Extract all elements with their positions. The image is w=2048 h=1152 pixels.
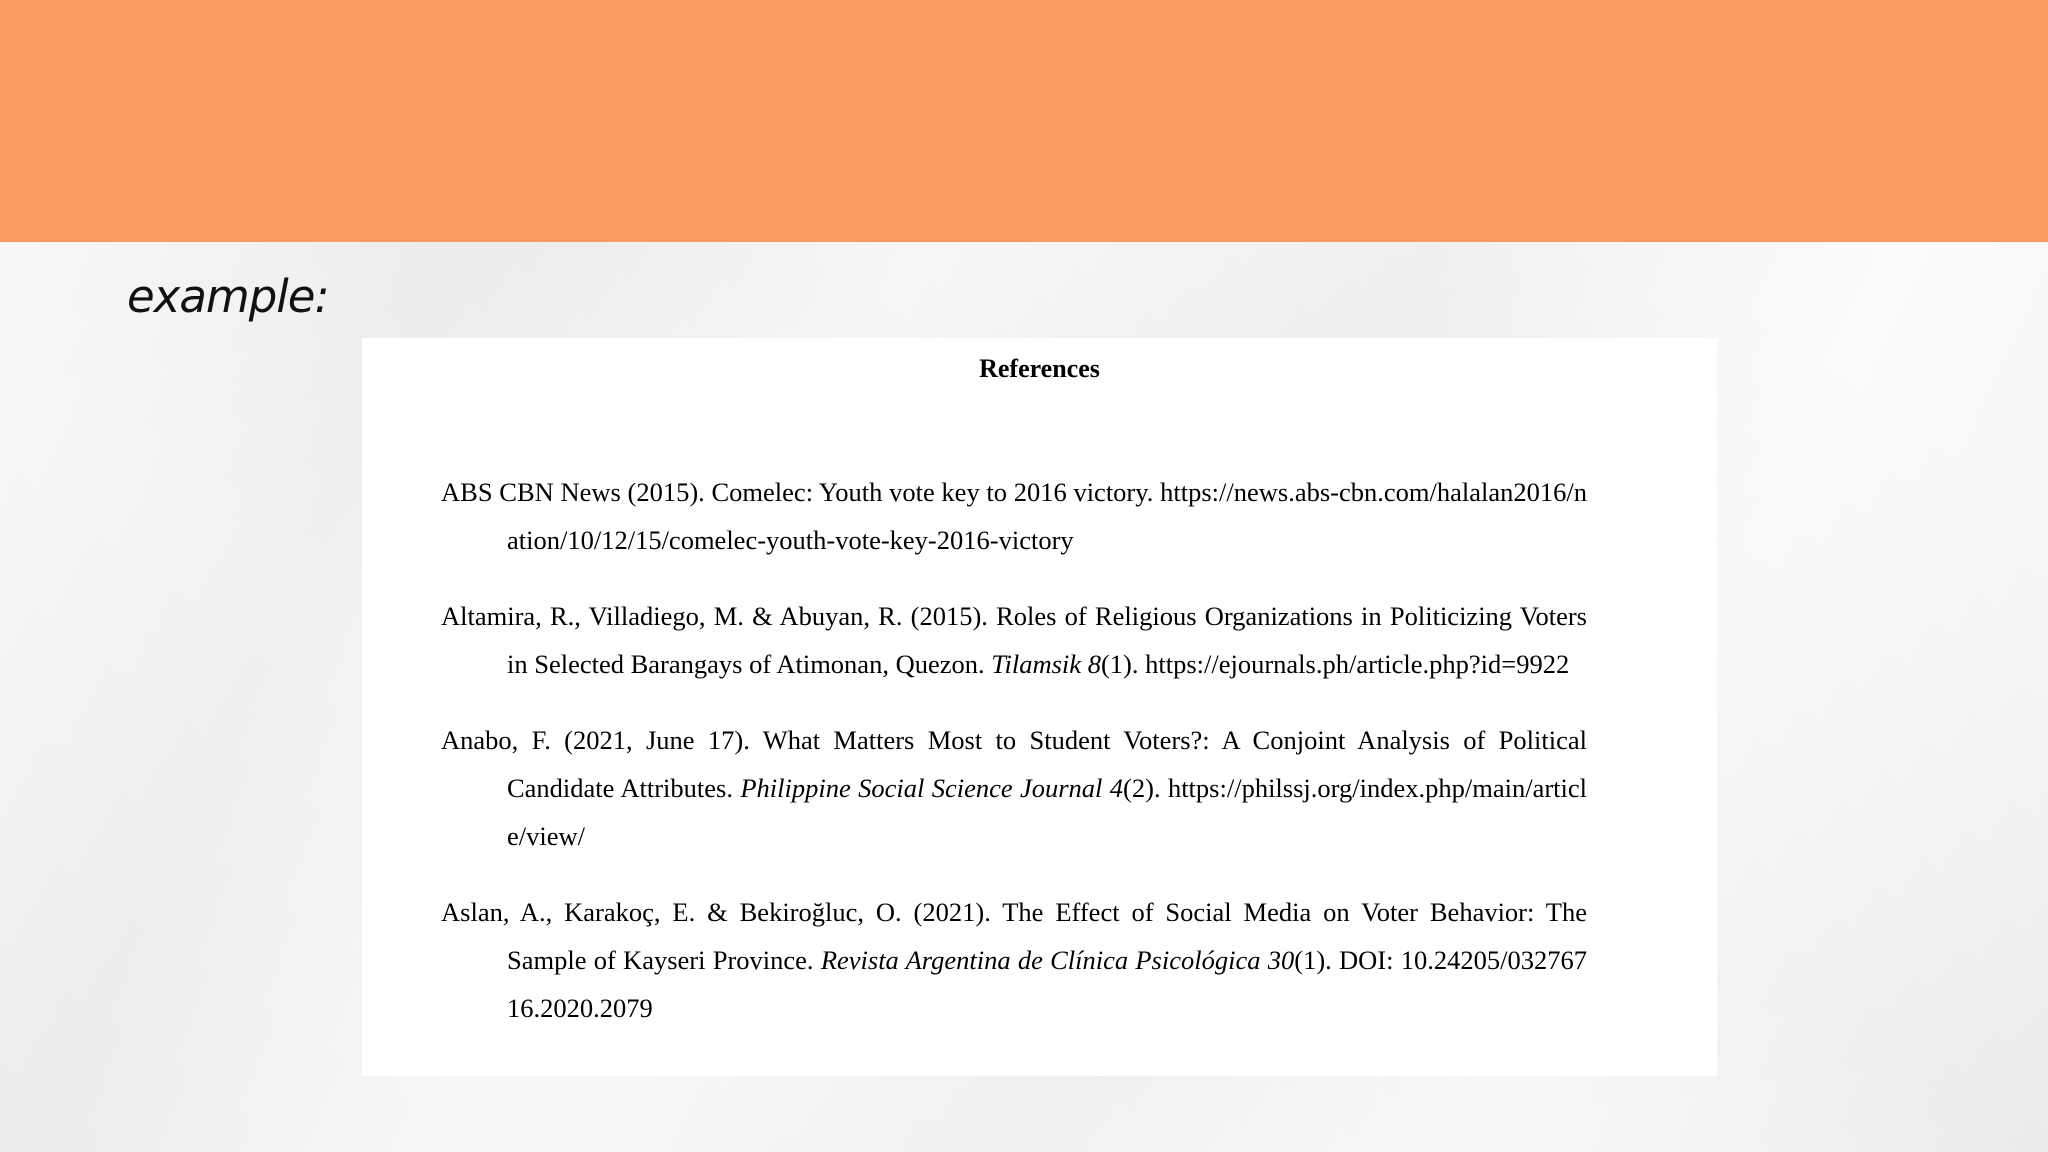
reference-text: Anabo, F. (2021, June 17). What Matters Most to Student Voters?: A Conjoint Analysis of Political Candidate Attributes. xyxy=(441,725,1587,803)
references-heading: References xyxy=(979,354,1100,383)
example-label: example: xyxy=(127,270,329,323)
reference-url: 10.24205/03276716.2020.2079 xyxy=(507,945,1587,1023)
header-banner xyxy=(0,0,2048,242)
journal-volume: 4 xyxy=(1109,773,1124,803)
reference-document xyxy=(362,338,1717,1076)
journal-issue: (2). xyxy=(1123,773,1168,803)
reference-url: https://news.abs-cbn.com/halalan2016/nation/10/12/15/comelec-youth-vote-key-2016-victory xyxy=(507,477,1587,555)
reference-url: https://ejournals.ph/article.php?id=9922 xyxy=(1145,649,1570,679)
journal-title: Revista Argentina de Clínica Psicológica xyxy=(820,945,1261,975)
reference-text: ABS CBN News (2015). Comelec: Youth vote key to 2016 victory. xyxy=(441,477,1161,507)
reference-entry xyxy=(441,592,1587,688)
reference-entry xyxy=(441,888,1587,1032)
reference-text: Altamira, R., Villadiego, M. & Abuyan, R. (2015). Roles of Religious Organizations in Politicizing Voters in Selected Barangays of Atimonan, Quezon. xyxy=(441,601,1587,679)
reference-list xyxy=(441,468,1587,1060)
reference-url: https://philssj.org/index.php/main/article/view/ xyxy=(507,773,1588,851)
reference-text: Aslan, A., Karakoç, E. & Bekiroğluc, O. (2021). The Effect of Social Media on Voter Behavior: The Sample of Kayseri Province. xyxy=(441,897,1587,975)
reference-entry xyxy=(441,716,1587,860)
journal-issue: (1). DOI: xyxy=(1294,945,1401,975)
journal-title: Tilamsik xyxy=(991,649,1082,679)
journal-volume: 8 xyxy=(1087,649,1101,679)
journal-title: Philippine Social Science Journal xyxy=(740,773,1103,803)
journal-issue: (1). xyxy=(1100,649,1146,679)
journal-volume: 30 xyxy=(1267,945,1295,975)
reference-entry xyxy=(441,468,1587,564)
